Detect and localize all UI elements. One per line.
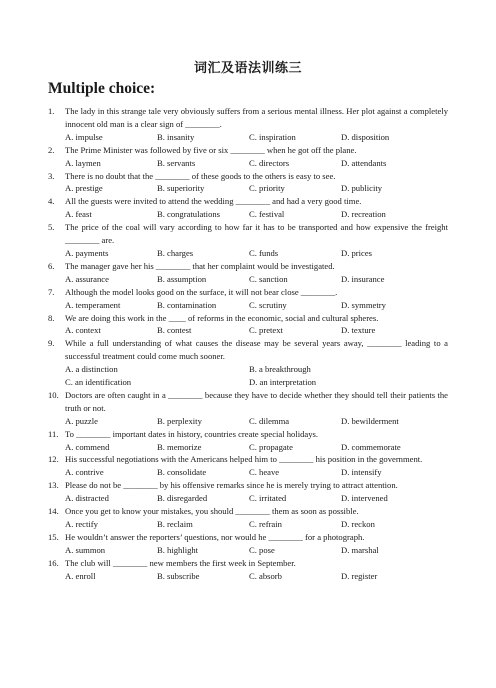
question-number: 6. xyxy=(48,260,55,271)
answer-option: B. memorize xyxy=(157,441,202,452)
question-stem: His successful negotiations with the Americans helped him to ________ his position in the government. xyxy=(65,454,423,465)
answer-option: C. scrutiny xyxy=(249,299,287,310)
answer-option: B. contamination xyxy=(157,299,217,310)
answer-option: D. texture xyxy=(341,325,376,336)
question-stem: To ________ important dates in history, countries create special holidays. xyxy=(65,428,319,439)
answer-option: D. intervened xyxy=(341,493,388,504)
answer-option: B. congratulations xyxy=(157,209,221,220)
answer-option: B. consolidate xyxy=(157,467,207,478)
question-stem: The manager gave her his ________ that her complaint would be investigated. xyxy=(65,260,335,271)
question-number: 9. xyxy=(48,338,55,349)
answer-option: C. funds xyxy=(249,247,279,258)
answer-option: D. reckon xyxy=(341,519,375,529)
answer-option: A. impulse xyxy=(65,131,103,142)
answer-options xyxy=(65,466,448,479)
answer-option: A. context xyxy=(65,325,101,336)
answer-options xyxy=(65,492,448,505)
answer-options xyxy=(65,182,448,195)
answer-option: D. an interpretation xyxy=(249,377,317,388)
answer-option: A. commend xyxy=(65,441,110,452)
question-stem: We are doing this work in the ____ of reforms in the economic, social and cultural spheres. xyxy=(65,312,379,323)
answer-option: B. a breakthrough xyxy=(249,364,311,375)
answer-option: C. irritated xyxy=(249,493,287,504)
question-number: 12. xyxy=(48,454,59,465)
question-item xyxy=(48,389,448,428)
answer-option: B. servants xyxy=(157,157,196,168)
page-title: 词汇及语法训练三 xyxy=(193,60,302,75)
answer-options xyxy=(65,570,448,583)
question-number: 14. xyxy=(48,506,59,517)
answer-option: B. charges xyxy=(157,247,194,258)
question-item xyxy=(48,479,448,505)
answer-option: D. register xyxy=(341,570,378,581)
question-stem: There is no doubt that the ________ of these goods to the others is easy to see. xyxy=(65,170,336,181)
question-item xyxy=(48,557,448,583)
answer-option: A. feast xyxy=(65,209,92,220)
answer-option: D. recreation xyxy=(341,209,386,220)
question-stem: Once you get to know your mistakes, you should ________ them as soon as possible. xyxy=(65,506,359,517)
answer-option: A. enroll xyxy=(65,570,96,581)
answer-option: D. insurance xyxy=(341,273,385,284)
answer-option: A. temperament xyxy=(65,299,121,310)
answer-option: A. puzzle xyxy=(65,415,98,426)
question-item xyxy=(48,144,448,170)
answer-option: A. prestige xyxy=(65,183,103,194)
answer-option: C. absorb xyxy=(249,570,282,581)
answer-option: C. pose xyxy=(249,544,275,555)
answer-options xyxy=(65,363,448,389)
question-item xyxy=(48,105,448,144)
question-stem: The lady in this strange tale very obviously suffers from a serious mental illness. Her plot against a completely innocent old man is a clear sign of ________. xyxy=(65,106,448,129)
answer-option: A. payments xyxy=(65,247,109,258)
answer-options xyxy=(65,544,448,557)
question-number: 2. xyxy=(48,144,55,155)
answer-option: A. contrive xyxy=(65,467,104,478)
question-stem: Doctors are often caught in a ________ because they have to decide whether they should tell their patients the truth or not. xyxy=(65,389,448,413)
answer-option: D. intensify xyxy=(341,467,382,478)
answer-option: A. assurance xyxy=(65,273,109,284)
question-stem: The Prime Minister was followed by five or six ________ when he got off the plane. xyxy=(65,144,357,155)
question-number: 1. xyxy=(48,106,55,116)
answer-option: A. rectify xyxy=(65,519,98,529)
answer-options xyxy=(65,157,448,170)
question-number: 11. xyxy=(48,428,59,439)
question-item xyxy=(48,337,448,389)
question-stem: Please do not be ________ by his offensive remarks since he is merely trying to attract attention. xyxy=(65,480,398,491)
answer-options xyxy=(65,131,448,144)
answer-option: C. dilemma xyxy=(249,415,290,426)
answer-option: B. subscribe xyxy=(157,570,200,581)
question-number: 16. xyxy=(48,557,59,568)
answer-option: B. insanity xyxy=(157,131,195,142)
question-number: 10. xyxy=(48,389,59,400)
question-item xyxy=(48,428,448,454)
question-item xyxy=(48,531,448,557)
answer-option: C. propagate xyxy=(249,441,293,452)
answer-option: C. pretext xyxy=(249,325,283,336)
question-number: 15. xyxy=(48,531,59,542)
answer-options xyxy=(65,208,448,221)
answer-option: A. laymen xyxy=(65,157,101,168)
answer-options xyxy=(65,415,448,428)
answer-option: C. festival xyxy=(249,209,285,220)
answer-options xyxy=(65,273,448,286)
answer-option: D. commemorate xyxy=(341,441,401,452)
answer-option: A. distracted xyxy=(65,493,109,504)
question-number: 8. xyxy=(48,312,55,323)
answer-option: B. disregarded xyxy=(157,493,208,504)
answer-option: B. assumption xyxy=(157,273,207,284)
question-stem: He wouldn’t answer the reporters’ questions, nor would he ________ for a photograph. xyxy=(65,531,365,542)
answer-options xyxy=(65,247,448,260)
question-number: 13. xyxy=(48,480,59,491)
question-item xyxy=(48,260,448,286)
section-heading: Multiple choice: xyxy=(48,80,156,97)
question-stem: Although the model looks good on the surface, it will not bear close ________. xyxy=(65,286,338,297)
answer-option: A. summon xyxy=(65,544,106,555)
question-item xyxy=(48,312,448,338)
question-item xyxy=(48,221,448,260)
answer-option: D. symmetry xyxy=(341,299,386,310)
question-item xyxy=(48,453,448,479)
answer-option: A. a distinction xyxy=(65,364,118,375)
answer-option: B. highlight xyxy=(157,544,199,555)
answer-options xyxy=(65,324,448,337)
answer-options xyxy=(65,441,448,454)
question-number: 7. xyxy=(48,286,55,297)
question-item xyxy=(48,170,448,196)
question-number: 4. xyxy=(48,196,55,207)
question-stem: The price of the coal will vary according to how far it has to be transported and how expensive the freight ________ are. xyxy=(65,222,448,246)
answer-option: D. bewilderment xyxy=(341,415,399,426)
answer-option: B. perplexity xyxy=(157,415,202,426)
question-item xyxy=(48,505,448,531)
question-item xyxy=(48,195,448,221)
question-stem: All the guests were invited to attend the wedding ________ and had a very good time. xyxy=(65,196,362,207)
answer-option: C. heave xyxy=(249,467,280,478)
answer-option: D. prices xyxy=(341,247,373,258)
answer-option: D. publicity xyxy=(341,183,383,194)
answer-option: B. contest xyxy=(157,325,192,336)
answer-option: C. inspiration xyxy=(249,131,296,142)
answer-option: C. sanction xyxy=(249,273,288,284)
answer-option: D. attendants xyxy=(341,157,387,168)
answer-option: C. directors xyxy=(249,157,290,168)
question-number: 3. xyxy=(48,170,55,181)
answer-option: C. an identification xyxy=(65,377,132,388)
answer-options xyxy=(65,518,448,531)
answer-option: C. priority xyxy=(249,183,285,194)
question-item xyxy=(48,286,448,312)
answer-option: B. superiority xyxy=(157,183,205,194)
question-number: 5. xyxy=(48,222,55,233)
question-list xyxy=(48,105,448,583)
answer-option: B. reclaim xyxy=(157,519,193,529)
answer-option: D. disposition xyxy=(341,131,390,142)
answer-options xyxy=(65,299,448,312)
answer-option: C. refrain xyxy=(249,519,282,529)
answer-option: D. marshal xyxy=(341,544,379,555)
question-stem: The club will ________ new members the first week in September. xyxy=(65,557,296,568)
question-stem: While a full understanding of what causes the disease may be several years away, ________ leading to a successful treatment could come much sooner. xyxy=(65,338,448,362)
